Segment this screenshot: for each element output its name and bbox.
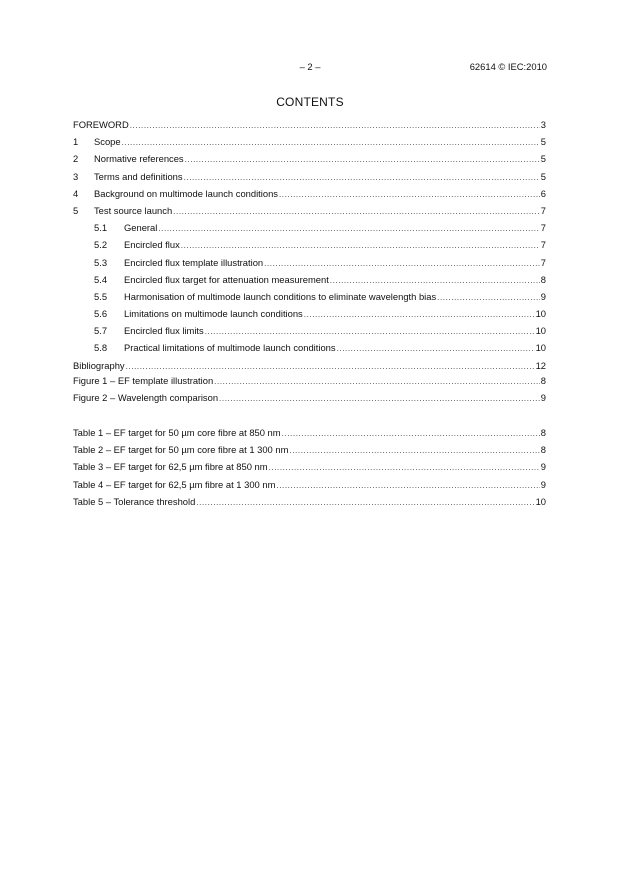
- toc-entry[interactable]: [73, 290, 546, 307]
- toc-entry-title: Bibliography: [73, 359, 125, 371]
- dot-leader: [122, 136, 540, 150]
- table-entry[interactable]: [73, 460, 546, 477]
- dot-leader: [158, 222, 539, 236]
- toc-entry[interactable]: [73, 118, 546, 135]
- toc-entry[interactable]: [73, 187, 546, 204]
- toc-entry[interactable]: [73, 152, 546, 169]
- dot-leader: [276, 479, 539, 493]
- dot-leader: [185, 153, 540, 167]
- toc-entry[interactable]: [73, 341, 546, 358]
- dot-leader: [184, 171, 540, 185]
- toc-entry-number: 5.3: [94, 256, 108, 268]
- dot-leader: [330, 274, 540, 288]
- toc-entry-title: Table 4 – EF target for 62,5 µm fibre at 1 300 nm: [73, 478, 276, 490]
- toc-entry-page-number: 6: [540, 187, 546, 199]
- toc-entry-title: General: [124, 222, 158, 234]
- toc-entry-title: Background on multimode launch conditions: [94, 187, 278, 199]
- document-identifier: 62614 © IEC:2010: [469, 61, 547, 72]
- toc-entry-page-number: 3: [540, 119, 546, 130]
- toc-entry-page-number: 12: [535, 359, 546, 371]
- table-entry[interactable]: [73, 478, 546, 495]
- toc-entry-number: 2: [73, 153, 79, 165]
- table-entry[interactable]: [73, 426, 546, 443]
- toc-entry[interactable]: [73, 273, 546, 290]
- toc-entry-page-number: 8: [540, 375, 546, 386]
- toc-entry-page-number: 7: [540, 239, 546, 251]
- toc-entry-number: 5.4: [94, 273, 108, 285]
- toc-entry-number: 5: [73, 204, 79, 216]
- toc-entry-page-number: 9: [540, 392, 546, 404]
- toc-entry-title: Limitations on multimode launch conditions: [124, 308, 303, 320]
- toc-entry-number: 4: [73, 187, 79, 199]
- toc-entry-page-number: 10: [535, 325, 546, 337]
- toc-entry-number: 5.8: [94, 342, 108, 354]
- dot-leader: [181, 239, 540, 253]
- toc-entry-title: FOREWORD: [73, 119, 129, 130]
- figure-entry[interactable]: [73, 374, 546, 391]
- dot-leader: [173, 205, 540, 219]
- toc-entry[interactable]: [73, 324, 546, 341]
- toc-entry-page-number: 10: [535, 495, 546, 507]
- toc-entry-title: Encircled flux template illustration: [124, 256, 264, 268]
- toc-entry[interactable]: [73, 238, 546, 255]
- toc-entry[interactable]: [73, 307, 546, 324]
- toc-entry-page-number: 9: [540, 478, 546, 490]
- toc-entry-title: Normative references: [94, 153, 184, 165]
- dot-leader: [126, 360, 535, 374]
- toc-entry-page-number: 10: [535, 308, 546, 320]
- toc-entry-title: Encircled flux limits: [124, 325, 204, 337]
- dot-leader: [196, 496, 534, 510]
- toc-figures-list: [73, 374, 546, 408]
- dot-leader: [304, 308, 535, 322]
- toc-entry-title: Figure 1 – EF template illustration: [73, 375, 214, 386]
- toc-sections-list: [73, 118, 546, 376]
- toc-entry-page-number: 7: [540, 204, 546, 216]
- toc-tables-list: [73, 426, 546, 512]
- toc-entry-title: Harmonisation of multimode launch conditions to eliminate wavelength bias: [124, 290, 437, 302]
- dot-leader: [279, 188, 540, 202]
- toc-entry-title: Table 1 – EF target for 50 µm core fibre at 850 nm: [73, 427, 281, 438]
- toc-entry-title: Encircled flux: [124, 239, 180, 251]
- toc-entry-page-number: 8: [540, 444, 546, 456]
- toc-entry-page-number: 10: [535, 342, 546, 354]
- toc-entry-title: Table 3 – EF target for 62,5 µm fibre at 850 nm: [73, 461, 268, 473]
- dot-leader: [205, 325, 535, 339]
- toc-entry-page-number: 9: [540, 290, 546, 302]
- toc-entry-title: Test source launch: [94, 204, 173, 216]
- toc-entry-page-number: 5: [540, 136, 546, 148]
- toc-entry-number: 5.7: [94, 325, 108, 337]
- toc-entry-number: 1: [73, 136, 79, 148]
- toc-entry[interactable]: [73, 204, 546, 221]
- dot-leader: [219, 392, 540, 406]
- toc-entry-title: Figure 2 – Wavelength comparison: [73, 392, 219, 404]
- toc-entry-number: 3: [73, 170, 79, 182]
- dot-leader: [437, 291, 540, 305]
- toc-entry-page-number: 8: [540, 427, 546, 438]
- page-header: [0, 61, 620, 75]
- toc-entry-title: Terms and definitions: [94, 170, 183, 182]
- dot-leader: [269, 461, 540, 475]
- dot-leader: [337, 342, 535, 356]
- dot-leader: [264, 257, 540, 271]
- dot-leader: [130, 119, 540, 133]
- dot-leader: [214, 375, 540, 389]
- toc-entry-page-number: 9: [540, 461, 546, 473]
- table-entry[interactable]: [73, 495, 546, 512]
- toc-entry-number: 5.1: [94, 222, 108, 234]
- toc-entry-page-number: 7: [540, 222, 546, 234]
- toc-entry-page-number: 7: [540, 256, 546, 268]
- table-entry[interactable]: [73, 443, 546, 460]
- contents-heading: CONTENTS: [276, 95, 344, 109]
- toc-entry-title: Scope: [94, 136, 121, 148]
- toc-entry-page-number: 5: [540, 170, 546, 182]
- toc-entry[interactable]: [73, 256, 546, 273]
- figure-entry[interactable]: [73, 391, 546, 408]
- page-number: – 2 –: [299, 61, 321, 72]
- toc-entry-number: 5.5: [94, 290, 108, 302]
- toc-entry[interactable]: [73, 135, 546, 152]
- toc-entry[interactable]: [73, 170, 546, 187]
- dot-leader: [289, 444, 539, 458]
- toc-entry-title: Practical limitations of multimode launch conditions: [124, 342, 336, 354]
- toc-entry-title: Table 2 – EF target for 50 µm core fibre at 1 300 nm: [73, 444, 289, 456]
- toc-entry[interactable]: [73, 221, 546, 238]
- toc-entry-page-number: 8: [540, 273, 546, 285]
- toc-entry-number: 5.6: [94, 308, 108, 320]
- toc-entry-page-number: 5: [540, 153, 546, 165]
- dot-leader: [282, 427, 540, 441]
- toc-entry-title: Table 5 – Tolerance threshold: [73, 495, 196, 507]
- toc-entry-title: Encircled flux target for attenuation measurement: [124, 273, 329, 285]
- toc-entry-number: 5.2: [94, 239, 108, 251]
